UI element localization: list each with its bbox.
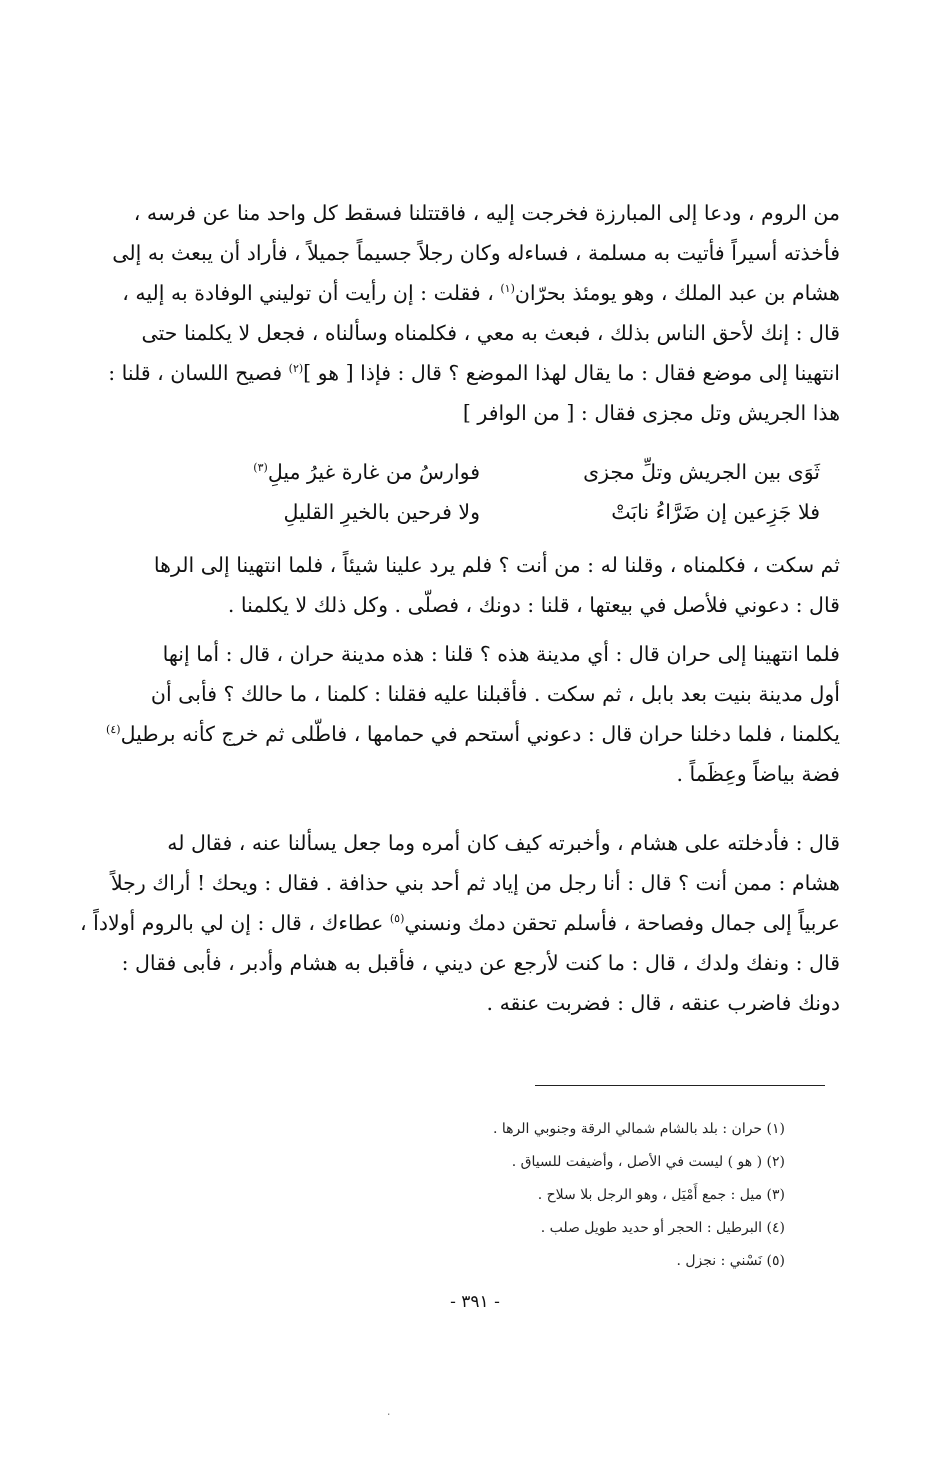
verse-first-hemistich: فلا جَزِعين إن ضَرَّاءُ نابَتْ xyxy=(611,500,820,524)
text-line: فلما انتهينا إلى حران قال : أي مدينة هذه ؟ قلنا : هذه مدينة حران ، قال : أما إنها xyxy=(162,642,840,666)
verse-second-hemistich: فوارسُ من غارة غيرُ ميلِ$^{(٣)}$ xyxy=(253,460,480,484)
footnote: (١) حران : بلد بالشام شمالي الرقة وجنوبي الرها . xyxy=(492,1121,785,1137)
paragraph-2 xyxy=(150,545,840,625)
page-number: - ٣٩١ - xyxy=(450,1292,500,1312)
footnotes xyxy=(420,1113,785,1278)
text-line: فأخذته أسيراً فأتيت به مسلمة ، فساءله وكان رجلاً جسيماً جميلاً ، فأراد أن يبعث به إلى xyxy=(112,241,840,265)
paragraph-3 xyxy=(106,634,840,794)
text-line: قال : دعوني فلأصل في بيعتها ، قلنا : دونك ، فصلّى . وكل ذلك لا يكلمنا . xyxy=(227,593,840,617)
text-line: دونك فاضرب عنقه ، قال : فضربت عنقه . xyxy=(486,991,840,1015)
paragraph-1 xyxy=(108,193,840,433)
footnote: (٣) ميل : جمع أَمْيَل ، وهو الرجل بلا سلاح . xyxy=(537,1187,785,1203)
text-line: ثم سكت ، فكلمناه ، وقلنا له : من أنت ؟ فلم يرد علينا شيئاً ، فلما انتهينا إلى الرها xyxy=(153,553,840,577)
footnote: (٢) ( هو ) ليست في الأصل ، وأضيفت للسياق . xyxy=(511,1154,785,1170)
poem-verse xyxy=(180,452,820,532)
verse-second-hemistich: ولا فرحين بالخيرِ القليلِ xyxy=(283,500,480,524)
text-line: قال : ونفك ولدك ، قال : ما كنت لأرجع عن ديني ، فأقبل به هشام وأدبر ، فأبى فقال : xyxy=(121,951,840,975)
text-line: هشام بن عبد الملك ، وهو يومئذ بحرّان$^{(١)}$ ، فقلت : إن رأيت أن توليني الوفادة به إليه ، xyxy=(122,281,840,305)
verse-line xyxy=(180,492,820,532)
footnote-ref[interactable]: (٤) xyxy=(106,723,121,737)
text-line: هشام : ممن أنت ؟ قال : أنا رجل من إياد ثم أحد بني حذافة . فقال : ويحك ! أراك رجلاً xyxy=(110,871,840,895)
verse-first-hemistich: ثَوَى بين الجريش وتلِّ مجزى xyxy=(583,460,820,484)
footnote: (٤) البرطيل : الحجر أو حديد طويل صلب . xyxy=(540,1220,785,1236)
paragraph-4 xyxy=(80,823,840,1023)
footnote-ref[interactable]: (٥) xyxy=(389,912,405,926)
text-line: يكلمنا ، فلما دخلنا حران قال : دعوني أستحم في حمامها ، فاطّلى ثم خرج كأنه برطيل$^{(٤)}$ xyxy=(106,722,840,746)
text-line: عربياً إلى جمال وفصاحة ، فأسلم تحقن دمك ونسني$^{(٥)}$ عطاءك ، قال : إن لي بالروم أولاداً ، xyxy=(80,911,840,935)
footnote-separator xyxy=(535,1085,825,1086)
verse-line xyxy=(180,452,820,492)
footnote-ref[interactable]: (١) xyxy=(500,282,515,296)
footnote-ref[interactable]: (٣) xyxy=(253,461,268,475)
text-line: انتهينا إلى موضع فقال : ما يقال لهذا الموضع ؟ قال : فإذا [ هو ]$^{(٢)}$ فصيح اللسان ، قلنا : xyxy=(108,361,840,385)
text-line: قال : فأدخلته على هشام ، وأخبرته كيف كان أمره وما جعل يسألنا عنه ، فقال له xyxy=(167,831,840,855)
stray-mark: ٠ xyxy=(386,1409,392,1420)
text-line: أول مدينة بنيت بعد بابل ، ثم سكت . فأقبلنا عليه فقلنا : كلمنا ، ما حالك ؟ فأبى أن xyxy=(150,682,840,706)
text-line: من الروم ، ودعا إلى المبارزة فخرجت إليه ، فاقتتلنا فسقط كل واحد منا عن فرسه ، xyxy=(133,201,840,225)
text-line: قال : إنك لأحق الناس بذلك ، فبعث به معي ، فكلمناه وسألناه ، فجعل لا يكلمنا حتى xyxy=(141,321,840,345)
footnote: (٥) نَسْني : نجزل . xyxy=(676,1253,785,1269)
text-line: هذا الجريش وتل مجزى فقال : [ من الوافر ] xyxy=(462,401,840,425)
footnote-ref[interactable]: (٢) xyxy=(288,362,304,376)
text-line: فضة بياضاً وعِظَماً . xyxy=(676,762,840,786)
